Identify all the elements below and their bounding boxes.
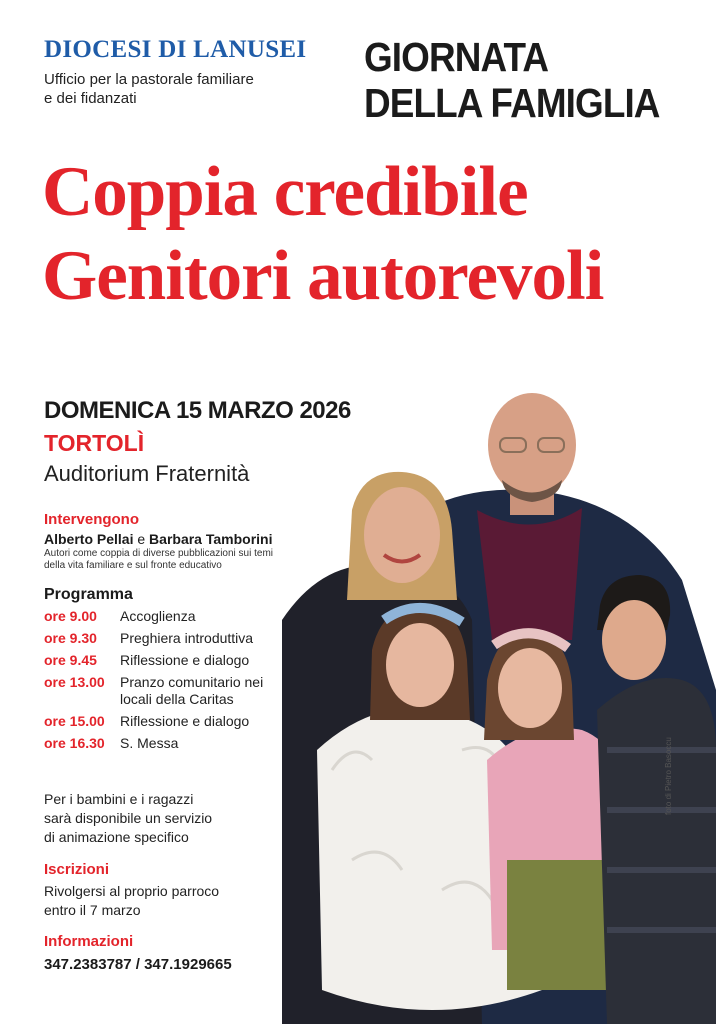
program-desc: Preghiera introduttiva	[120, 630, 254, 646]
speaker-2: Barbara Tamborini	[149, 531, 273, 547]
registration-text	[44, 882, 264, 920]
program-time: ore 13.00	[44, 674, 105, 690]
phone-numbers: 347.2383787 / 347.1929665	[44, 956, 232, 973]
registration-line-2: entro il 7 marzo	[44, 902, 141, 918]
speakers-heading: Intervengono	[44, 511, 140, 528]
program-desc: Pranzo comunitario nei locali della Caritas	[120, 674, 264, 707]
family-photo	[262, 390, 716, 1024]
program-desc: Accoglienza	[120, 608, 196, 624]
event-line-2: DELLA FAMIGLIA	[364, 80, 660, 126]
event-city: TORTOLÌ	[44, 430, 145, 456]
speakers-note-line-1: Autori come coppia di diverse pubblicazioni sui temi	[44, 548, 274, 559]
program-list	[44, 608, 274, 757]
speakers-names	[44, 531, 272, 547]
registration-line-1: Rivolgersi al proprio parroco	[44, 883, 220, 899]
program-time: ore 16.30	[44, 735, 105, 751]
speaker-1: Alberto Pellai	[44, 531, 134, 547]
program-item	[44, 630, 274, 647]
photo-credit: foto di Pietro Basoccu	[664, 737, 673, 815]
title-line-1: Coppia credibile	[42, 153, 528, 231]
event-line-1: GIORNATA	[364, 34, 549, 80]
office-line-2: e dei fidanzati	[44, 90, 137, 107]
main-title	[42, 150, 603, 318]
program-time: ore 15.00	[44, 713, 105, 729]
program-item	[44, 735, 274, 752]
program-item	[44, 674, 274, 708]
event-venue: Auditorium Fraternità	[44, 461, 250, 486]
office-name	[44, 70, 294, 108]
speakers-note-line-2: della vita familiare e sul fronte educativo	[44, 560, 222, 571]
kids-note	[44, 790, 254, 847]
program-item	[44, 713, 274, 730]
kids-line-2: sarà disponibile un servizio	[44, 810, 213, 826]
program-desc: S. Messa	[120, 735, 179, 751]
program-desc: Riflessione e dialogo	[120, 713, 250, 729]
program-time: ore 9.45	[44, 652, 97, 668]
event-name	[364, 34, 660, 126]
info-heading: Informazioni	[44, 933, 134, 950]
diocese-name: DIOCESI DI LANUSEI	[44, 36, 307, 63]
program-heading: Programma	[44, 586, 133, 603]
event-date: DOMENICA 15 MARZO 2026	[44, 397, 351, 424]
program-desc: Riflessione e dialogo	[120, 652, 250, 668]
program-item	[44, 608, 274, 625]
kids-line-1: Per i bambini e i ragazzi	[44, 791, 194, 807]
registration-heading: Iscrizioni	[44, 861, 110, 878]
title-line-2: Genitori autorevoli	[42, 237, 604, 315]
program-time: ore 9.30	[44, 630, 97, 646]
program-time: ore 9.00	[44, 608, 97, 624]
office-line-1: Ufficio per la pastorale familiare	[44, 71, 254, 88]
kids-line-3: di animazione specifico	[44, 829, 189, 845]
program-item	[44, 652, 274, 669]
speakers-conj: e	[133, 531, 150, 547]
